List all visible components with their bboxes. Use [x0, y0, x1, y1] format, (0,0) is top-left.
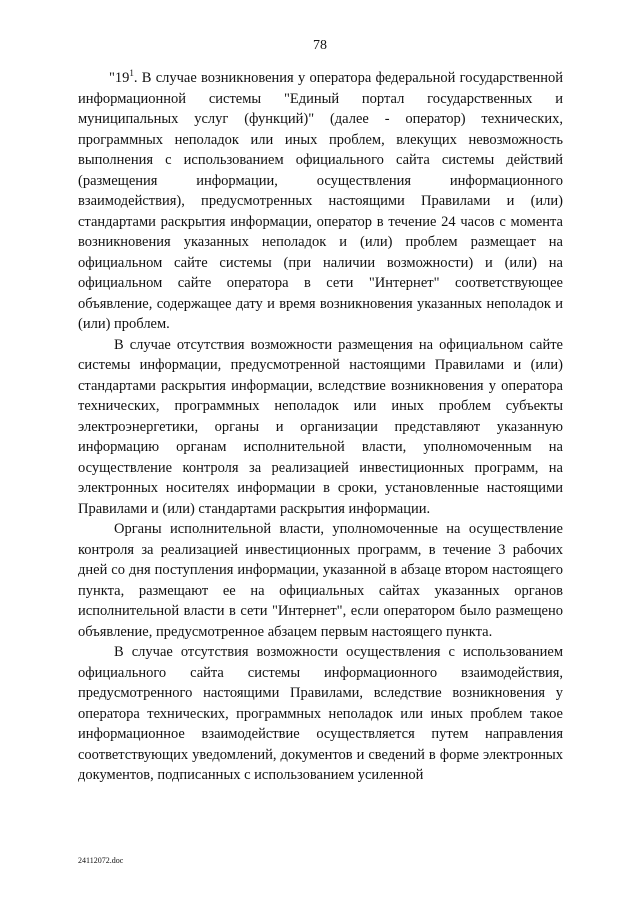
clause-number-superscript: 1	[129, 68, 134, 78]
paragraph-1	[78, 68, 563, 335]
paragraph-4: В случае отсутствия возможности осуществления с использованием официального сайта системы информационного взаимодействия, предусмотренного настоящими Правилами, вследствие возникновения у оператора технических, программных неполадок или иных проблем такое информационное взаимодействие осуществляется путем направления соответствующих уведомлений, документов и сведений в форме электронных документов, подписанных с использованием усиленной	[78, 644, 563, 783]
file-name-footer: 24112072.doc	[78, 856, 124, 865]
clause-number: "19	[109, 70, 130, 86]
page-number: 78	[313, 38, 327, 53]
paragraph-3: Органы исполнительной власти, уполномоченные на осуществление контроля за реализацией инвестиционных программ, в течение 3 рабочих дней со дня поступления информации, указанной в абзаце втором настоящего пункта, размещают ее на официальных сайтах указанных органов исполнительной власти в сети "Интернет", если оператором было размещено объявление, предусмотренное абзацем первым настоящего пункта.	[78, 521, 563, 640]
document-body	[78, 68, 563, 786]
paragraph-2: В случае отсутствия возможности размещения на официальном сайте системы информации, предусмотренной настоящими Правилами и (или) стандартами раскрытия информации, вследствие возникновения у оператора технических, программных неполадок или иных проблем субъекты электроэнергетики, органы и организации представляют указанную информацию органам исполнительной власти, уполномоченным на осуществление контроля за реализацией инвестиционных программ, на электронных носителях информации в сроки, установленные настоящими Правилами и (или) стандартами раскрытия информации.	[78, 336, 563, 517]
paragraph-1-text: . В случае возникновения у оператора федеральной государственной информационной системы "Единый портал государственных и муниципальных услуг (функций)" (далее - оператор) технических, программных неполадок или иных проблем, влекущих невозможность выполнения с использованием официального сайта системы действий (размещения информации, осуществления информационного взаимодействия), предусмотренных настоящими Правилами и (или) стандартами раскрытия информации, оператор в течение 24 часов с момента возникновения указанных неполадок и (или) проблем размещает на официальном сайте системы (при наличии возможности) и (или) на официальном сайте оператора в сети "Интернет" соответствующее объявление, содержащее дату и время возникновения указанных неполадок и (или) проблем.	[78, 70, 563, 332]
